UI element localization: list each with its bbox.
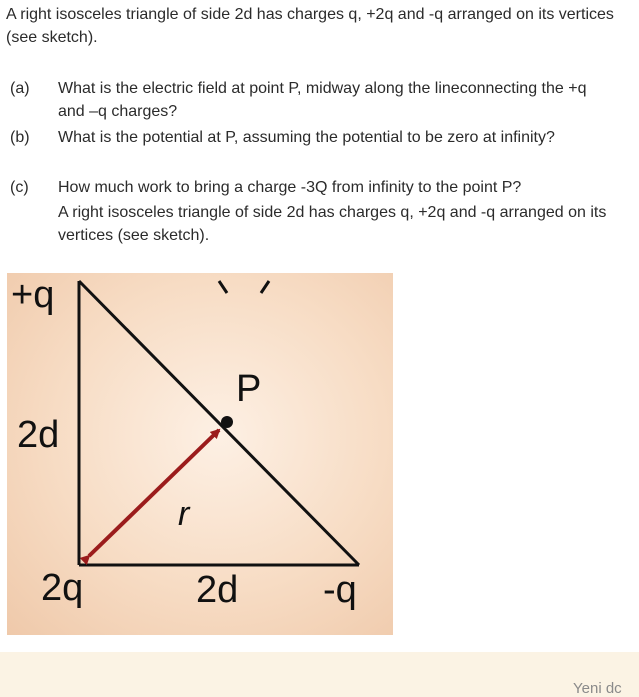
question-b — [10, 126, 630, 172]
question-a-label: (a) — [10, 80, 30, 97]
charge-bottom-left-label: 2q — [41, 567, 84, 609]
question-c-text: How much work to bring a charge -3Q from infinity to the point P? — [58, 179, 522, 196]
charge-top-label: +q — [11, 274, 55, 316]
question-a — [10, 77, 630, 123]
footer-link[interactable]: Yeni dc — [573, 680, 622, 697]
point-p-label: P — [236, 368, 262, 410]
footer-bar — [0, 652, 639, 697]
problem-intro: A right isosceles triangle of side 2d has charges q, +2q and -q arranged on its vertices (see sketch). — [6, 6, 614, 46]
question-b-label: (b) — [10, 129, 30, 146]
question-b-text: What is the potential at P, assuming the potential to be zero at infinity? — [58, 129, 555, 146]
charge-bottom-right-label: -q — [323, 569, 357, 611]
triangle-sketch — [7, 273, 393, 635]
point-p-dot — [221, 416, 233, 428]
side-horizontal-label: 2d — [196, 569, 239, 611]
vector-r-label: r — [178, 495, 190, 533]
side-vertical-label: 2d — [17, 414, 60, 456]
bracket-right-mark — [261, 281, 269, 293]
question-c — [10, 176, 630, 199]
problem-repeat: A right isosceles triangle of side 2d has charges q, +2q and -q arranged on its vertices (see sketch). — [58, 204, 607, 244]
r-vector-arrow — [89, 430, 219, 556]
question-a-text: What is the electric field at point P, midway along the lineconnecting the +q and –q charges? — [58, 80, 587, 120]
bracket-left-mark — [219, 281, 227, 293]
question-c-label: (c) — [10, 179, 29, 196]
